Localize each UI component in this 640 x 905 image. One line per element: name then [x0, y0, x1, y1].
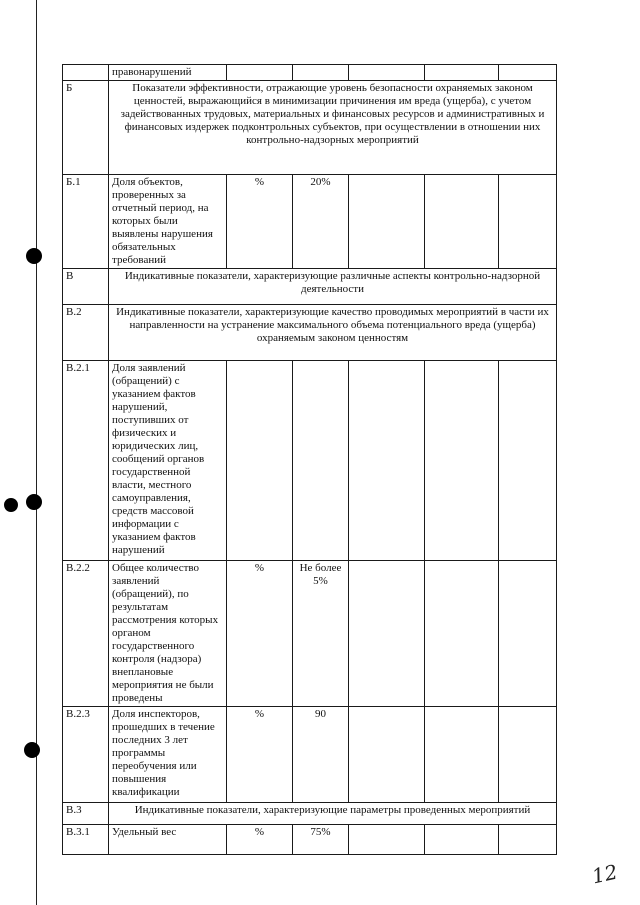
row-code: В.2	[63, 305, 109, 361]
row-code: В.3.1	[63, 825, 109, 855]
row-code: В.2.1	[63, 361, 109, 561]
table-row	[63, 803, 557, 825]
row-value: 75%	[293, 825, 349, 855]
row-code	[63, 65, 109, 81]
table-row	[63, 825, 557, 855]
punch-hole	[26, 494, 42, 510]
empty-cell	[349, 561, 425, 707]
row-code: В	[63, 269, 109, 305]
punch-hole	[26, 248, 42, 264]
empty-cell	[425, 825, 499, 855]
row-unit: %	[227, 561, 293, 707]
table-row	[63, 707, 557, 803]
row-value	[293, 361, 349, 561]
row-unit: %	[227, 175, 293, 269]
row-name: Удельный вес	[109, 825, 227, 855]
empty-cell	[499, 65, 557, 81]
empty-cell	[349, 825, 425, 855]
indicators-table	[62, 64, 557, 855]
row-code: В.3	[63, 803, 109, 825]
row-value: 90	[293, 707, 349, 803]
row-name: правонарушений	[109, 65, 227, 81]
section-heading: Индикативные показатели, характеризующие параметры проведенных мероприятий	[109, 803, 557, 825]
table-row	[63, 269, 557, 305]
section-heading: Индикативные показатели, характеризующие качество проводимых мероприятий в части их направленности на устранение максимального объема потенциального вреда (ущерба) охраняемым законом ценностям	[109, 305, 557, 361]
table-row	[63, 305, 557, 361]
punch-hole	[24, 742, 40, 758]
row-code: В.2.3	[63, 707, 109, 803]
row-name: Доля заявлений (обращений) с указанием фактов нарушений, поступивших от физических и юридических лиц, сообщений органов государственной власти, местного самоуправления, средств массовой информации с указанием фактов нарушений	[109, 361, 227, 561]
empty-cell	[499, 707, 557, 803]
row-name: Доля инспекторов, прошедших в течение последних 3 лет программы переобучения или повышения квалификации	[109, 707, 227, 803]
empty-cell	[499, 361, 557, 561]
section-heading: Индикативные показатели, характеризующие различные аспекты контрольно-надзорной деятельности	[109, 269, 557, 305]
empty-cell	[349, 175, 425, 269]
empty-cell	[425, 561, 499, 707]
table-row	[63, 561, 557, 707]
row-unit	[227, 65, 293, 81]
row-value: 20%	[293, 175, 349, 269]
table-row	[63, 361, 557, 561]
row-code: В.2.2	[63, 561, 109, 707]
section-heading: Показатели эффективности, отражающие уровень безопасности охраняемых законом ценностей, выражающийся в минимизации причинения им вреда (ущерба), с учетом задействованных трудовых, материальных и финансовых ресурсов и административных и финансовых издержек подконтрольных субъектов, при осуществлении в отношении них контрольно-надзорных мероприятий	[109, 81, 557, 175]
table-row	[63, 81, 557, 175]
row-unit: %	[227, 707, 293, 803]
punch-hole	[4, 498, 18, 512]
binding-line	[36, 0, 37, 905]
row-value	[293, 65, 349, 81]
row-value: Не более 5%	[293, 561, 349, 707]
row-unit	[227, 361, 293, 561]
empty-cell	[349, 65, 425, 81]
empty-cell	[349, 707, 425, 803]
empty-cell	[425, 361, 499, 561]
empty-cell	[425, 175, 499, 269]
row-unit: %	[227, 825, 293, 855]
empty-cell	[499, 561, 557, 707]
table-row	[63, 175, 557, 269]
row-name: Доля объектов, проверенных за отчетный период, на которых были выявлены нарушения обязательных требований	[109, 175, 227, 269]
row-code: Б.1	[63, 175, 109, 269]
table-row	[63, 65, 557, 81]
empty-cell	[349, 361, 425, 561]
empty-cell	[499, 825, 557, 855]
empty-cell	[425, 707, 499, 803]
row-code: Б	[63, 81, 109, 175]
row-name: Общее количество заявлений (обращений), по результатам рассмотрения которых органом государственного контроля (надзора) внеплановые мероприятия не были проведены	[109, 561, 227, 707]
handwritten-page-number: 12	[589, 859, 620, 889]
empty-cell	[425, 65, 499, 81]
empty-cell	[499, 175, 557, 269]
